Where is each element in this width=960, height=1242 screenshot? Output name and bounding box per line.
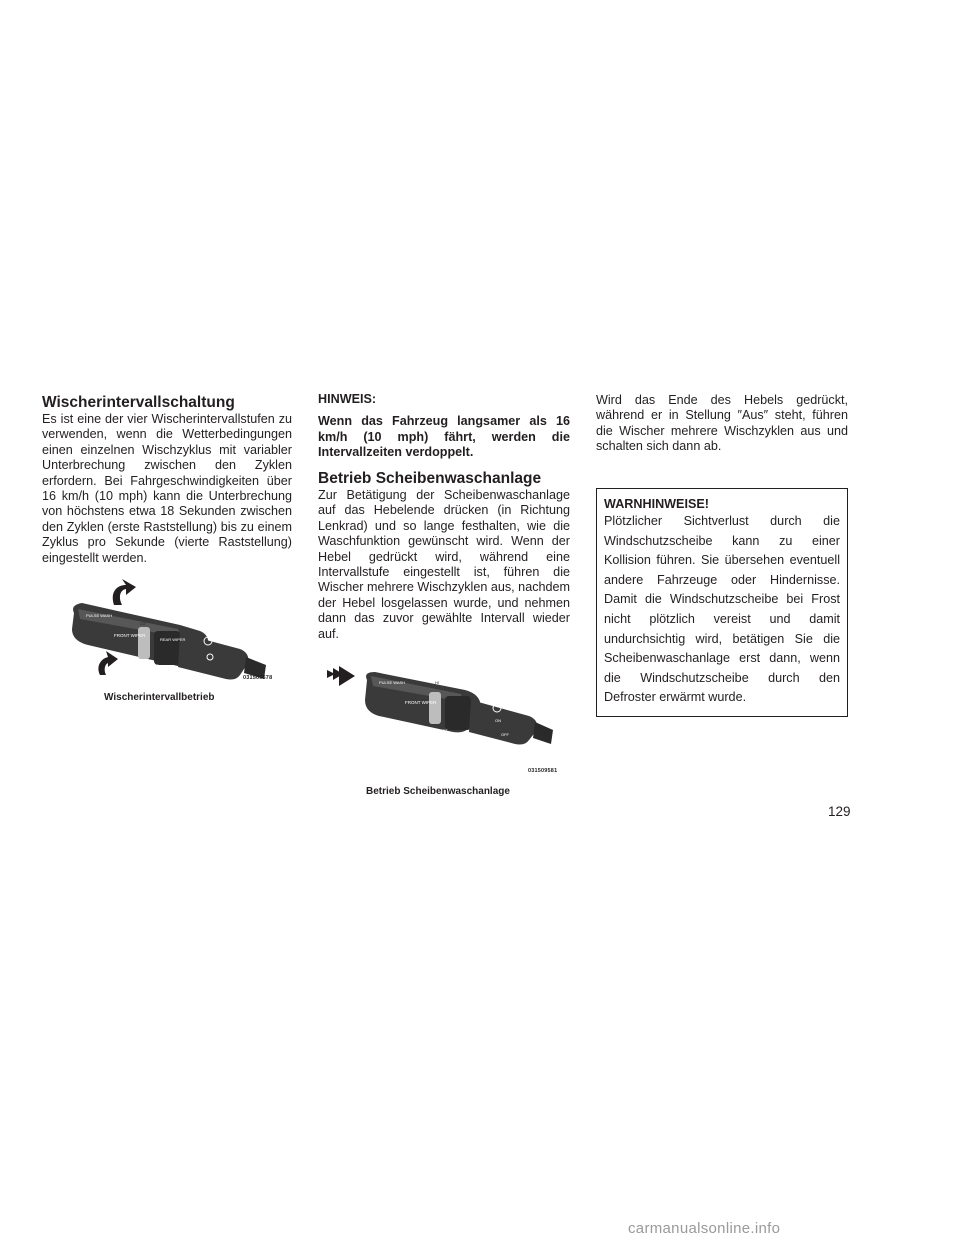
- off-label: OFF: [501, 732, 509, 737]
- watermark: carmanualsonline.info: [628, 1220, 781, 1237]
- column-right: [596, 393, 848, 455]
- off-mist-label: OFF MIST: [429, 728, 448, 733]
- pulse-wash-label: PULSE WASH: [379, 680, 406, 685]
- note-title: HINWEIS:: [318, 392, 377, 406]
- off-mist-label: OFF MIST: [140, 663, 159, 668]
- figure-code: 031509581: [528, 768, 558, 774]
- hi-label: HI: [435, 680, 439, 685]
- washer-body-text: Zur Betätigung der Scheibenwaschanlage auf das Hebelende drücken (in Richtung Lenkrad) und so lange festhalten, wie die Waschfunktion gewünscht wird. Wenn der Hebel gedrückt wird, während eine Intervallstufe eingestellt ist, führen die Wischer mehrere Wischzyklen aus, nachdem der Hebel losgelassen wurde, und nehmen dann das zuvor gewählte Intervall wieder auf.: [318, 488, 570, 641]
- column-middle: [318, 393, 570, 642]
- page-number: 129: [828, 804, 851, 819]
- on-label: ON: [495, 718, 501, 723]
- figure-caption-interval: Wischerintervallbetrieb: [104, 692, 215, 703]
- section-heading-interval: Wischerintervallschaltung: [42, 394, 235, 411]
- pulse-wash-label: PULSE WASH: [86, 613, 113, 618]
- warning-title: WARNHINWEISE!: [604, 497, 709, 511]
- push-arrow-icon: [327, 666, 355, 686]
- front-wiper-label: FRONT WIPER: [405, 700, 437, 705]
- front-wiper-label: FRONT WIPER: [114, 633, 146, 638]
- wiper-interval-lever-illustration: [60, 575, 290, 690]
- washer-lever-illustration: [325, 660, 565, 760]
- off-position-text: Wird das Ende des Hebels gedrückt, während er in Stellung ″Aus″ steht, führen die Wischer mehrere Wischzyklen aus und schalten sich dann ab.: [596, 393, 848, 454]
- rotate-up-arrow-icon: [113, 579, 136, 605]
- column-left: [42, 393, 292, 566]
- interval-body-text: Es ist eine der vier Wischerintervallstufen zu verwenden, wenn die Wetterbedingungen einen einzelnen Wischzyklus mit variabler Unterbrechung zwischen den Zyklen erfordern. Bei Fahrgeschwindigkeiten über 16 km/h (10 mph) kann die Unterbrechung von höchstens etwa 18 Sekunden zwischen den Zyklen (erste Raststellung) bis zu einem Zyklus pro Sekunde (vierte Raststellung) eingestellt werden.: [42, 412, 292, 565]
- section-heading-washer: Betrieb Scheibenwaschanlage: [318, 470, 542, 488]
- warning-body: Plötzlicher Sichtverlust durch die Windschutzscheibe kann zu einer Kollision führen. Sie übersehen eventuell andere Fahrzeuge oder Hindernisse. Damit die Windschutzscheibe bei Frost nicht plötzlich vereist und damit undurchsichtig wird, betätigen Sie die Scheibenwaschanlage erst dann, wenn die Windschutzscheibe durch den Defroster erwärmt wurde.: [604, 514, 840, 705]
- note-body: Wenn das Fahrzeug langsamer als 16 km/h (10 mph) fährt, werden die Intervallzeiten verdoppelt.: [318, 414, 570, 459]
- lo-label: LO: [140, 621, 146, 626]
- figure-code: 031509578: [243, 675, 273, 681]
- warning-box: [596, 488, 848, 717]
- rear-wiper-label: REAR WIPER: [160, 637, 186, 642]
- figure-caption-washer: Betrieb Scheibenwaschanlage: [366, 786, 510, 797]
- rotate-down-arrow-icon: [98, 651, 118, 675]
